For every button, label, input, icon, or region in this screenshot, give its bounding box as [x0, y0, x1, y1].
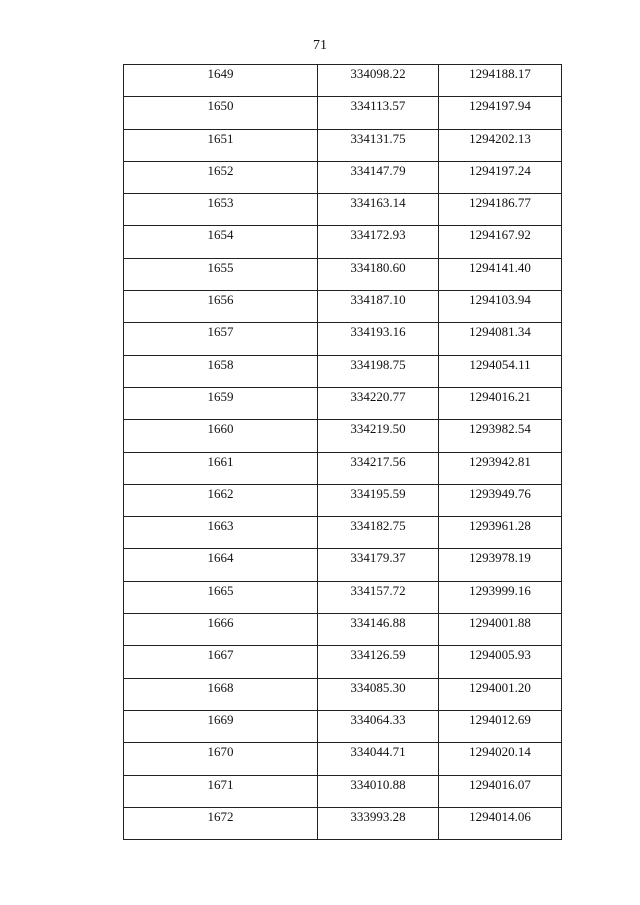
x-coordinate-cell: 334098.22 [318, 65, 439, 97]
y-coordinate-cell: 1294054.11 [439, 355, 562, 387]
point-id-cell: 1653 [124, 194, 318, 226]
table-row [124, 517, 562, 549]
x-coordinate-cell: 334182.75 [318, 517, 439, 549]
point-id-cell: 1657 [124, 323, 318, 355]
y-coordinate-cell: 1294197.94 [439, 97, 562, 129]
y-coordinate-cell: 1294167.92 [439, 226, 562, 258]
table-row [124, 581, 562, 613]
x-coordinate-cell: 334187.10 [318, 291, 439, 323]
table-row [124, 420, 562, 452]
x-coordinate-cell: 334217.56 [318, 452, 439, 484]
y-coordinate-cell: 1294016.21 [439, 387, 562, 419]
table-row [124, 743, 562, 775]
point-id-cell: 1649 [124, 65, 318, 97]
y-coordinate-cell: 1294188.17 [439, 65, 562, 97]
y-coordinate-cell: 1293982.54 [439, 420, 562, 452]
table-row [124, 678, 562, 710]
x-coordinate-cell: 334146.88 [318, 614, 439, 646]
x-coordinate-cell: 334163.14 [318, 194, 439, 226]
y-coordinate-cell: 1293942.81 [439, 452, 562, 484]
table-row [124, 387, 562, 419]
point-id-cell: 1662 [124, 484, 318, 516]
x-coordinate-cell: 334131.75 [318, 129, 439, 161]
table-row [124, 807, 562, 839]
table-row [124, 710, 562, 742]
y-coordinate-cell: 1294014.06 [439, 807, 562, 839]
table-row [124, 97, 562, 129]
y-coordinate-cell: 1294197.24 [439, 161, 562, 193]
x-coordinate-cell: 334219.50 [318, 420, 439, 452]
table-row [124, 258, 562, 290]
x-coordinate-cell: 334198.75 [318, 355, 439, 387]
x-coordinate-cell: 334126.59 [318, 646, 439, 678]
table-row [124, 646, 562, 678]
table-row [124, 161, 562, 193]
coordinates-table-body [124, 65, 562, 840]
point-id-cell: 1668 [124, 678, 318, 710]
point-id-cell: 1651 [124, 129, 318, 161]
table-row [124, 129, 562, 161]
point-id-cell: 1671 [124, 775, 318, 807]
table-row [124, 194, 562, 226]
x-coordinate-cell: 334180.60 [318, 258, 439, 290]
x-coordinate-cell: 334085.30 [318, 678, 439, 710]
point-id-cell: 1664 [124, 549, 318, 581]
coordinates-table [123, 64, 562, 840]
y-coordinate-cell: 1293961.28 [439, 517, 562, 549]
y-coordinate-cell: 1294016.07 [439, 775, 562, 807]
table-row [124, 775, 562, 807]
x-coordinate-cell: 334179.37 [318, 549, 439, 581]
x-coordinate-cell: 334172.93 [318, 226, 439, 258]
point-id-cell: 1656 [124, 291, 318, 323]
y-coordinate-cell: 1294186.77 [439, 194, 562, 226]
point-id-cell: 1655 [124, 258, 318, 290]
table-row [124, 355, 562, 387]
x-coordinate-cell: 333993.28 [318, 807, 439, 839]
point-id-cell: 1659 [124, 387, 318, 419]
table-row [124, 484, 562, 516]
point-id-cell: 1667 [124, 646, 318, 678]
x-coordinate-cell: 334193.16 [318, 323, 439, 355]
point-id-cell: 1670 [124, 743, 318, 775]
x-coordinate-cell: 334147.79 [318, 161, 439, 193]
point-id-cell: 1652 [124, 161, 318, 193]
point-id-cell: 1658 [124, 355, 318, 387]
y-coordinate-cell: 1294081.34 [439, 323, 562, 355]
y-coordinate-cell: 1294001.88 [439, 614, 562, 646]
point-id-cell: 1661 [124, 452, 318, 484]
point-id-cell: 1663 [124, 517, 318, 549]
table-row [124, 65, 562, 97]
x-coordinate-cell: 334220.77 [318, 387, 439, 419]
table-row [124, 291, 562, 323]
y-coordinate-cell: 1293978.19 [439, 549, 562, 581]
y-coordinate-cell: 1294103.94 [439, 291, 562, 323]
point-id-cell: 1654 [124, 226, 318, 258]
x-coordinate-cell: 334195.59 [318, 484, 439, 516]
table-row [124, 549, 562, 581]
x-coordinate-cell: 334113.57 [318, 97, 439, 129]
x-coordinate-cell: 334044.71 [318, 743, 439, 775]
point-id-cell: 1669 [124, 710, 318, 742]
y-coordinate-cell: 1294020.14 [439, 743, 562, 775]
point-id-cell: 1666 [124, 614, 318, 646]
table-row [124, 614, 562, 646]
table-row [124, 323, 562, 355]
y-coordinate-cell: 1294141.40 [439, 258, 562, 290]
y-coordinate-cell: 1294005.93 [439, 646, 562, 678]
x-coordinate-cell: 334010.88 [318, 775, 439, 807]
y-coordinate-cell: 1294202.13 [439, 129, 562, 161]
point-id-cell: 1672 [124, 807, 318, 839]
point-id-cell: 1660 [124, 420, 318, 452]
table-row [124, 226, 562, 258]
table-row [124, 452, 562, 484]
point-id-cell: 1650 [124, 97, 318, 129]
x-coordinate-cell: 334064.33 [318, 710, 439, 742]
y-coordinate-cell: 1293999.16 [439, 581, 562, 613]
y-coordinate-cell: 1293949.76 [439, 484, 562, 516]
y-coordinate-cell: 1294012.69 [439, 710, 562, 742]
y-coordinate-cell: 1294001.20 [439, 678, 562, 710]
point-id-cell: 1665 [124, 581, 318, 613]
page-number: 71 [313, 38, 327, 53]
x-coordinate-cell: 334157.72 [318, 581, 439, 613]
